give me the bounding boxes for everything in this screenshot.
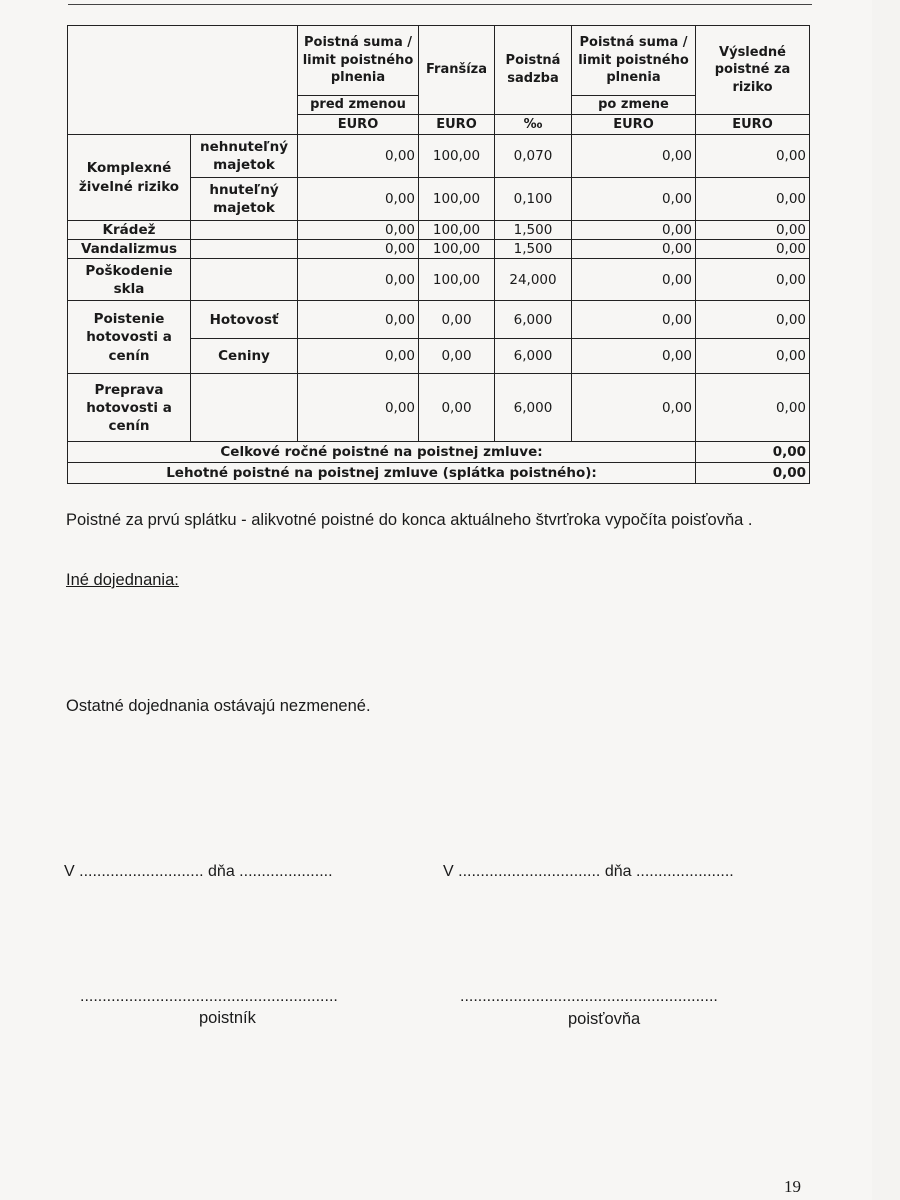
total-annual-label: Celkové ročné poistné na poistnej zmluve: xyxy=(68,442,696,463)
sum-before: 0,00 xyxy=(298,135,419,178)
sum-after: 0,00 xyxy=(572,301,696,339)
unit-result: EURO xyxy=(696,115,810,135)
header-sum-after-sub: po zmene xyxy=(572,96,696,115)
risk-group-natural: Komplexné živelné riziko xyxy=(68,135,191,221)
risk-sub xyxy=(191,374,298,442)
table-row xyxy=(68,135,810,178)
sum-before: 0,00 xyxy=(298,301,419,339)
sum-after: 0,00 xyxy=(572,339,696,374)
header-sum-before: Poistná suma / limit poistného plnenia xyxy=(298,26,419,96)
sum-after: 0,00 xyxy=(572,135,696,178)
risk-sub: nehnuteľný majetok xyxy=(191,135,298,178)
deductible: 100,00 xyxy=(419,240,495,259)
unit-before: EURO xyxy=(298,115,419,135)
signatory-policyholder: poistník xyxy=(199,1009,256,1027)
rate: 6,000 xyxy=(495,301,572,339)
place-date-left: V ............................ dňa ..................... xyxy=(64,863,333,880)
risk-sub xyxy=(191,259,298,301)
rate: 0,100 xyxy=(495,178,572,221)
header-sum-before-sub: pred zmenou xyxy=(298,96,419,115)
rate: 1,500 xyxy=(495,240,572,259)
header-sum-after: Poistná suma / limit poistného plnenia xyxy=(572,26,696,96)
deductible: 100,00 xyxy=(419,259,495,301)
risk-sub: Hotovosť xyxy=(191,301,298,339)
sum-after: 0,00 xyxy=(572,178,696,221)
place-date-right: V ................................ dňa ...................... xyxy=(443,863,734,880)
table-row xyxy=(68,374,810,442)
rate: 6,000 xyxy=(495,339,572,374)
deductible: 0,00 xyxy=(419,301,495,339)
first-installment-note: Poistné za prvú splátku - alikvotné poistné do konca aktuálneho štvrťroka vypočíta poisťovňa . xyxy=(66,511,753,529)
installment-label: Lehotné poistné na poistnej zmluve (splátka poistného): xyxy=(68,463,696,484)
sum-after: 0,00 xyxy=(572,259,696,301)
signature-line-left: .......................................................... xyxy=(80,988,338,1005)
unit-deductible: EURO xyxy=(419,115,495,135)
page-number: 19 xyxy=(784,1177,801,1196)
table-row xyxy=(68,240,810,259)
sum-before: 0,00 xyxy=(298,221,419,240)
deductible: 0,00 xyxy=(419,374,495,442)
risk-name: Krádež xyxy=(68,221,191,240)
result: 0,00 xyxy=(696,374,810,442)
risk-name: Vandalizmus xyxy=(68,240,191,259)
header-empty-cell xyxy=(68,26,298,135)
rate: 6,000 xyxy=(495,374,572,442)
unit-rate: ‰ xyxy=(495,115,572,135)
other-arrangements-title: Iné dojednania: xyxy=(66,571,179,589)
deductible: 100,00 xyxy=(419,135,495,178)
rate: 1,500 xyxy=(495,221,572,240)
sum-before: 0,00 xyxy=(298,339,419,374)
risk-sub: Ceniny xyxy=(191,339,298,374)
rate: 24,000 xyxy=(495,259,572,301)
sum-after: 0,00 xyxy=(572,374,696,442)
installment-value: 0,00 xyxy=(696,463,810,484)
result: 0,00 xyxy=(696,221,810,240)
signature-line-right: .......................................................... xyxy=(460,988,718,1005)
rate: 0,070 xyxy=(495,135,572,178)
total-annual-value: 0,00 xyxy=(696,442,810,463)
sum-after: 0,00 xyxy=(572,221,696,240)
table-row xyxy=(68,259,810,301)
deductible: 100,00 xyxy=(419,178,495,221)
top-rule xyxy=(68,4,812,5)
result: 0,00 xyxy=(696,135,810,178)
table-row xyxy=(68,301,810,339)
result: 0,00 xyxy=(696,178,810,221)
deductible: 0,00 xyxy=(419,339,495,374)
risk-name: Poškodenie skla xyxy=(68,259,191,301)
sum-before: 0,00 xyxy=(298,374,419,442)
header-result: Výsledné poistné za riziko xyxy=(696,26,810,115)
sum-before: 0,00 xyxy=(298,259,419,301)
header-rate: Poistná sadzba xyxy=(495,26,572,115)
signatory-insurer: poisťovňa xyxy=(568,1010,641,1028)
risk-sub: hnuteľný majetok xyxy=(191,178,298,221)
risk-group-cash: Poistenie hotovosti a cenín xyxy=(68,301,191,374)
sum-after: 0,00 xyxy=(572,240,696,259)
unit-after: EURO xyxy=(572,115,696,135)
sum-before: 0,00 xyxy=(298,240,419,259)
unchanged-arrangements-text: Ostatné dojednania ostávajú nezmenené. xyxy=(66,697,371,715)
result: 0,00 xyxy=(696,259,810,301)
header-deductible: Franšíza xyxy=(419,26,495,115)
result: 0,00 xyxy=(696,240,810,259)
insurance-table xyxy=(67,25,810,484)
result: 0,00 xyxy=(696,339,810,374)
table-row xyxy=(68,221,810,240)
risk-group-transport: Preprava hotovosti a cenín xyxy=(68,374,191,442)
risk-sub xyxy=(191,240,298,259)
deductible: 100,00 xyxy=(419,221,495,240)
sum-before: 0,00 xyxy=(298,178,419,221)
result: 0,00 xyxy=(696,301,810,339)
risk-sub xyxy=(191,221,298,240)
